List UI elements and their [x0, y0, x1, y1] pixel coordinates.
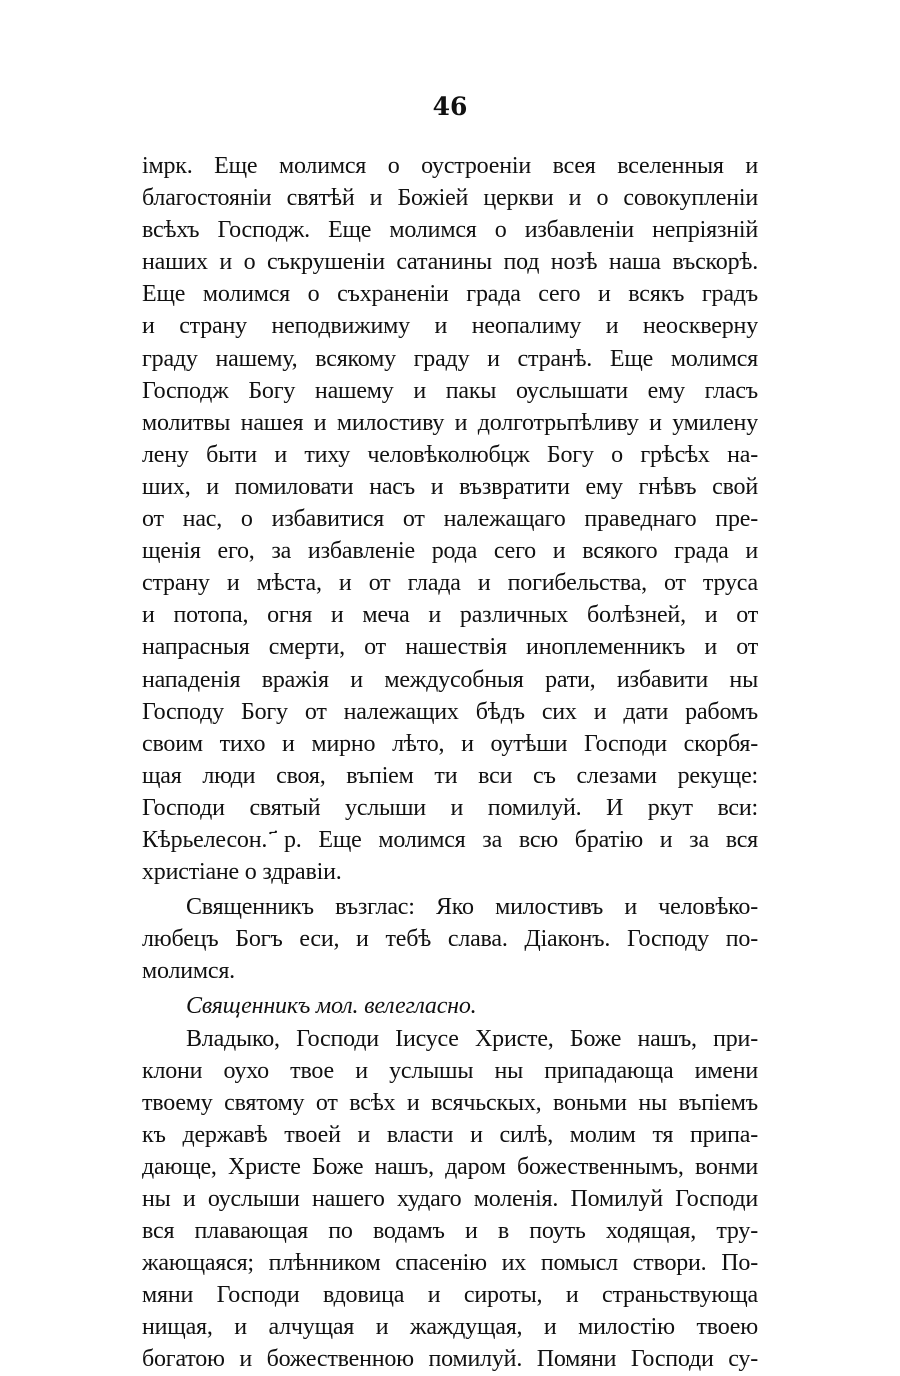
text-line: мяни Господи вдовица и сироты, и страньствующа	[142, 1282, 758, 1309]
text-line: лену быти и тиху человѣколюбцж Богу о грѣсѣх на-	[142, 441, 758, 468]
text-line: Кѣрьелесон. ҃р. Еще молимся за всю братію и за вся	[142, 826, 758, 853]
text-line: напрасныя смерти, от нашествія иноплеменникъ и от	[142, 634, 758, 661]
text-line: от нас, о избавитися от належащаго праведнаго пре-	[142, 506, 758, 533]
text-line: щенія его, за избавленіе рода сего и всякого града и	[142, 538, 758, 565]
text-line: граду нашему, всякому граду и странѣ. Еще молимся	[142, 345, 758, 372]
text-line: вся плавающая по водамъ и в поуть ходящая, тру-	[142, 1218, 758, 1245]
text-line: Господи святый услыши и помилуй. И ркут вси:	[142, 794, 758, 821]
text-line: клони оухо твое и услышы ны припадающа имени	[142, 1057, 758, 1084]
text-line: дающе, Христе Боже нашъ, даром божественнымъ, вонми	[142, 1153, 758, 1180]
text-line: твоему святому от всѣх и всячьскых, воньми ны въпіемъ	[142, 1089, 758, 1116]
text-line: щая люди своя, въпіем ти вси съ слезами рекуще:	[142, 762, 758, 789]
paragraph-litany	[142, 150, 758, 888]
paragraph-prayer	[142, 990, 758, 1375]
text-line: богатою и божественною помилуй. Помяни Господи су-	[142, 1346, 758, 1373]
text-line: Священникъ възглас: Яко милостивъ и человѣко-	[186, 894, 758, 921]
text-line: ны и оуслыши нашего худаго моленія. Помилуй Господи	[142, 1186, 758, 1212]
text-line: жающаяся; плѣнником спасенію их помысл створи. По-	[142, 1250, 758, 1277]
text-line: наших и о съкрушеніи сатанины под нозѣ наша въскорѣ.	[142, 249, 758, 276]
text-line: благостояніи святѣй и Божіей церкви и о совокупленіи	[142, 185, 758, 212]
text-line: Еще молимся о съхраненіи града сего и всякъ градъ	[142, 281, 758, 308]
text-line: молимся.	[142, 958, 235, 985]
text-line: своим тихо и мирно лѣто, и оутѣши Господи скорбя-	[142, 730, 758, 757]
text-line: и страну неподвижиму и неопалиму и неоскверну	[142, 313, 758, 340]
text-line: ших, и помиловати насъ и възвратити ему гнѣвъ свой	[142, 473, 758, 500]
text-line: Священникъ мол. велегласно.	[186, 993, 477, 1020]
paragraph-exclamation	[142, 891, 758, 987]
text-line: страну и мѣста, и от глада и погибельства, от труса	[142, 570, 758, 597]
text-line: любецъ Богъ еси, и тебѣ слава. Діаконъ. Господу по-	[142, 926, 758, 953]
page-number: 46	[432, 92, 468, 121]
text-line: Владыко, Господи Іисусе Христе, Боже нашъ, при-	[186, 1025, 758, 1052]
text-line: всѣхъ Господж. Еще молимся о избавленіи непріязній	[142, 217, 758, 244]
text-line: імрк. Еще молимся о оустроеніи всея вселенныя и	[142, 153, 758, 179]
text-line: Господу Богу от належащих бѣдъ сих и дати рабомъ	[142, 698, 758, 725]
text-line: Господж Богу нашему и пакы оуслышати ему гласъ	[142, 377, 758, 404]
text-line: и потопа, огня и меча и различных болѣзней, и от	[142, 602, 758, 629]
text-line: христіане о здравіи.	[142, 859, 342, 886]
text-line: молитвы нашея и милостиву и долготрьпѣливу и умилену	[142, 409, 758, 436]
text-line: нищая, и алчущая и жаждущая, и милостію твоею	[142, 1314, 758, 1341]
text-line: нападенія вражія и междусобныя рати, избавити ны	[142, 666, 758, 693]
body-text	[142, 150, 758, 1376]
text-line: къ державѣ твоей и власти и силѣ, молим тя припа-	[142, 1121, 758, 1148]
